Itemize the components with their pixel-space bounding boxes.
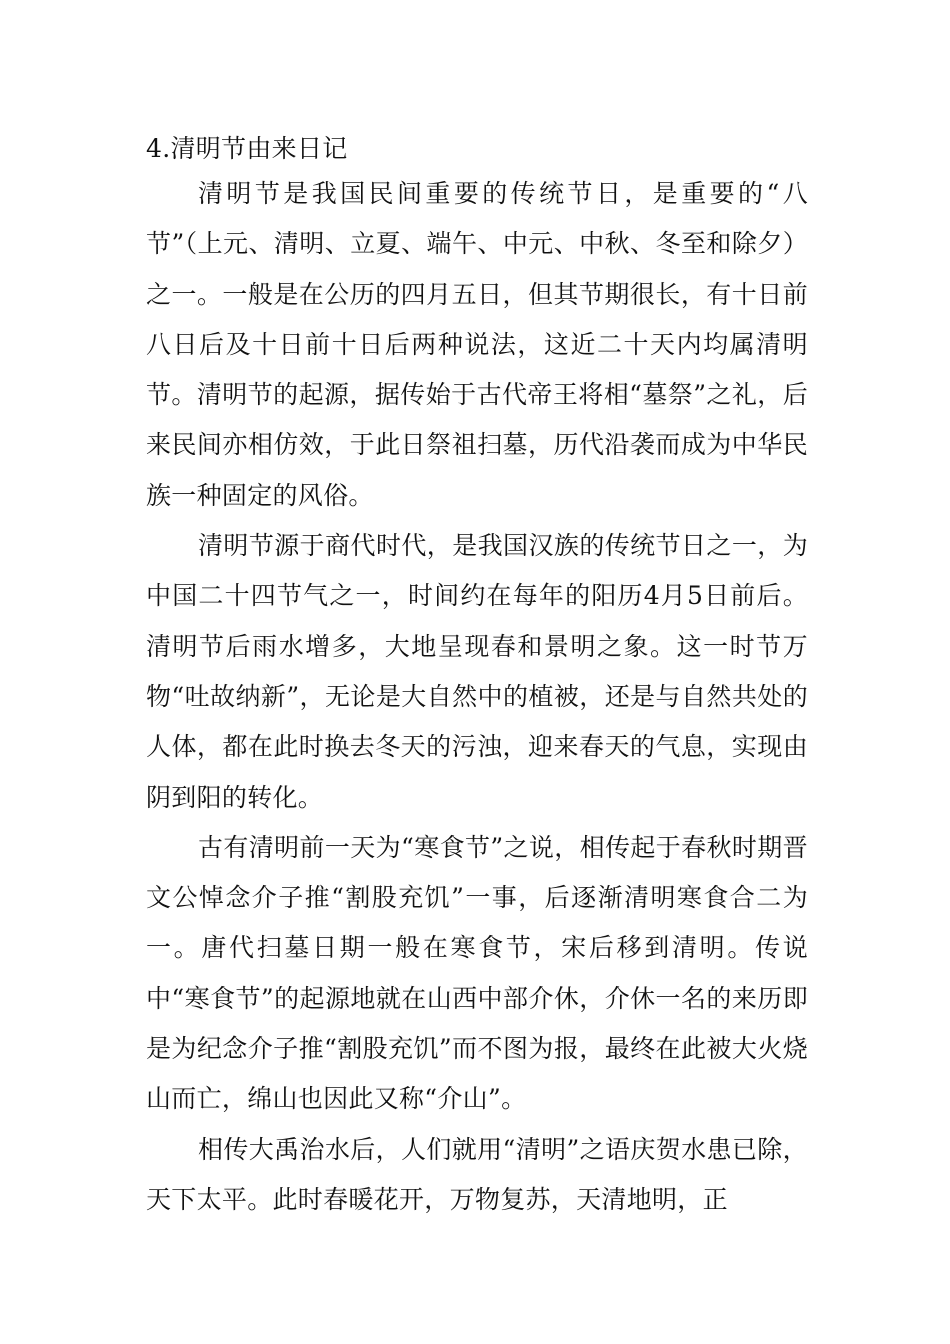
paragraph-origin: 清明节是我国民间重要的传统节日，是重要的“八节”（上元、清明、立夏、端午、中元、中秋、冬至和除夕）之一。一般是在公历的四月五日，但其节期很长，有十日前八日后及十日前十日后两种说法，这近二十天内均属清明节。清明节的起源，据传始于古代帝王将相“墓祭”之礼，后来民间亦相仿效，于此日祭祖扫墓，历代沿袭而成为中华民族一种固定的风俗。	[146, 179, 808, 510]
paragraph-solar-term: 清明节源于商代时代，是我国汉族的传统节日之一，为中国二十四节气之一，时间约在每年的阳历4月5日前后。清明节后雨水增多，大地呈现春和景明之象。这一时节万物“吐故纳新”，无论是大自然中的植被，还是与自然共处的人体，都在此时换去冬天的污浊，迎来春天的气息，实现由阴到阳的转化。	[146, 531, 808, 812]
paragraph-cold-food-festival: 古有清明前一天为“寒食节”之说，相传起于春秋时期晋文公悼念介子推“割股充饥”一事，后逐渐清明寒食合二为一。唐代扫墓日期一般在寒食节，宋后移到清明。传说中“寒食节”的起源地就在山西中部介休，介休一名的来历即是为纪念介子推“割股充饥”而不图为报，最终在此被大火烧山而亡，绵山也因此又称“介山”。	[146, 832, 808, 1114]
document-body	[146, 132, 808, 1225]
paragraph-dayu-legend: 相传大禹治水后，人们就用“清明”之语庆贺水患已除，天下太平。此时春暖花开，万物复苏，天清地明，正	[146, 1134, 808, 1214]
document-title: 4.清明节由来日记	[146, 134, 348, 163]
